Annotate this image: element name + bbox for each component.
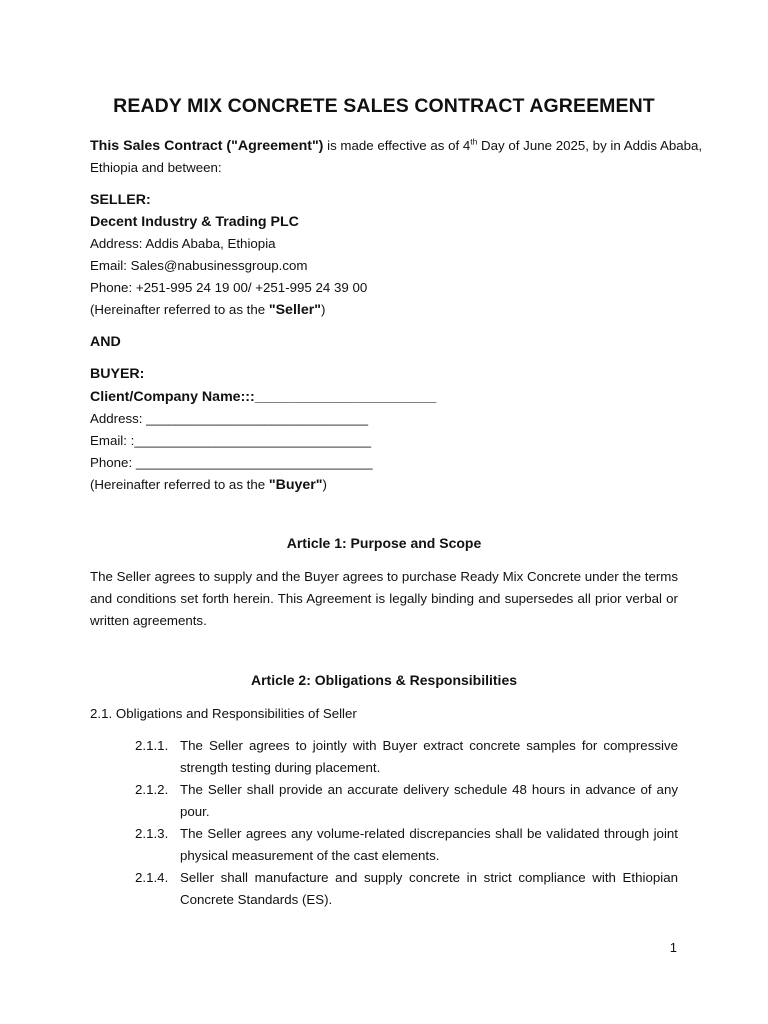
article-1-body: The Seller agrees to supply and the Buyer agrees to purchase Ready Mix Concrete under the terms and conditions set forth herein. This Agreement is legally binding and supersedes all prior verbal or written agreements. — [90, 569, 678, 628]
list-item-number: 2.1.2. — [135, 782, 169, 797]
buyer-phone-field: Phone: ________________________________ — [90, 455, 373, 470]
seller-ref-prefix: (Hereinafter referred to as the — [90, 302, 269, 317]
list-item-number: 2.1.4. — [135, 870, 169, 885]
article-1-heading: Article 1: Purpose and Scope — [286, 535, 482, 551]
seller-name: Decent Industry & Trading PLC — [90, 214, 299, 230]
seller-phone: Phone: +251-995 24 19 00/ +251-995 24 39 00 — [90, 280, 368, 295]
buyer-ref-suffix: ) — [322, 477, 327, 492]
intro-bold: This Sales Contract ("Agreement") — [90, 138, 324, 154]
article-2-heading: Article 2: Obligations & Responsibilities — [250, 672, 518, 688]
list-item-text: Seller shall manufacture and supply concrete in strict compliance with Ethiopian Concrete Standards (ES). — [180, 870, 678, 907]
buyer-ref-bold: "Buyer" — [268, 477, 323, 493]
list-item-number: 2.1.3. — [135, 826, 169, 841]
seller-ref-suffix: ) — [320, 302, 326, 317]
intro-line-1 — [90, 135, 702, 157]
intro-line-2: Ethiopia and between: — [90, 160, 222, 175]
and-label: AND — [90, 334, 121, 350]
list-item-text: The Seller agrees to jointly with Buyer extract concrete samples for compressive strength testing during placement. — [180, 738, 678, 775]
article-2-subheading: 2.1. Obligations and Responsibilities of Seller — [90, 706, 357, 721]
buyer-address-field: Address: ______________________________ — [90, 411, 369, 426]
seller-reference — [90, 299, 325, 321]
buyer-heading: BUYER: — [90, 366, 145, 382]
list-item — [135, 779, 678, 823]
seller-heading: SELLER: — [90, 192, 151, 208]
list-item — [135, 735, 678, 779]
seller-ref-bold: "Seller" — [268, 302, 321, 318]
intro-sup: th — [470, 136, 478, 147]
buyer-email-field: Email: :________________________________ — [90, 433, 371, 448]
intro-rest: Day of June 2025, by in Addis Ababa, — [477, 138, 703, 153]
seller-address: Address: Addis Ababa, Ethiopia — [90, 236, 276, 251]
list-item-text: The Seller shall provide an accurate delivery schedule 48 hours in advance of any pour. — [180, 782, 678, 819]
list-item-number: 2.1.1. — [135, 738, 169, 753]
list-item — [135, 867, 678, 911]
seller-email: Email: Sales@nabusinessgroup.com — [90, 258, 308, 273]
list-item — [135, 823, 678, 867]
buyer-ref-prefix: (Hereinafter referred to as the — [90, 477, 269, 492]
buyer-reference — [90, 474, 327, 496]
buyer-name-field: Client/Company Name:::_______________________ — [90, 389, 437, 405]
document-title: READY MIX CONCRETE SALES CONTRACT AGREEMENT — [113, 95, 655, 117]
page-number: 1 — [669, 940, 677, 955]
intro-text: is made effective as of 4 — [323, 138, 471, 153]
list-item-text: The Seller agrees any volume-related discrepancies shall be validated through joint physical measurement of the cast elements. — [180, 826, 678, 863]
